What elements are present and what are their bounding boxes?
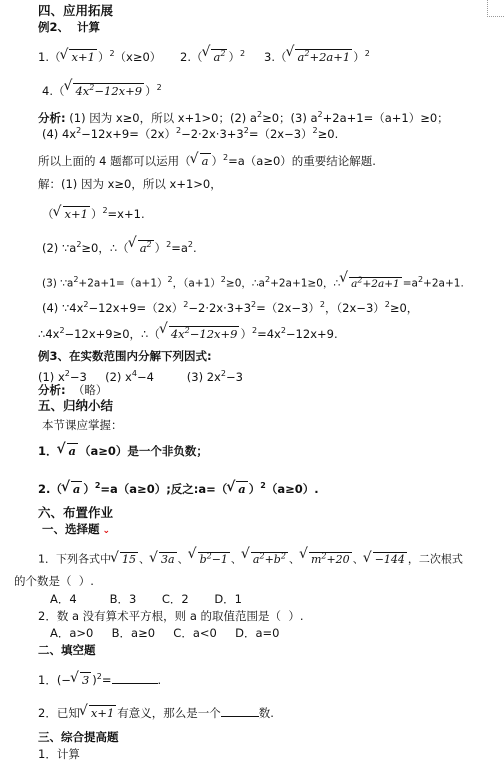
example-2-heading: 例2、 计算: [38, 20, 101, 34]
section-heading-4: 四、应用拓展: [38, 3, 114, 18]
choice-question-1-options: A．4 B．3 C．2 D．1: [50, 592, 242, 606]
solution-1-result: （√ x+1 ）$^2$=x+1.: [42, 203, 145, 222]
analysis-line-1: 分析: (1) 因为 x≥0，所以 x+1>0；(2) $a^2\ge 0$；(3) $a^2+2a+1=(a+1)\ge 0$；: [38, 110, 449, 125]
choice-question-1: 1．下列各式中√ 15 、√ 3a 、√ $b^2-1$ 、√ $a^2+b^2$ 、√ $m^2+20$ 、√ −144 ，二次根式: [38, 548, 463, 568]
solution-3: (3) $\because a^2+2a+1=(a+1)^2$，$(a+1)^2\ge 0$，$\therefore a^2+2a+1\ge 0$，∴√ $a^2+2a+1 =a^2+2a+1$.: [42, 272, 464, 292]
choice-question-1-cont: 的个数是（ ）.: [14, 574, 94, 588]
conclusion-line: 所以上面的 4 题都可以运用（√ a ）$^2$=a（a≥0）的重要结论解题.: [38, 150, 376, 169]
solution-2: (2) $\because a^2\ge 0$，∴（√ $a^2$ ）$^2=a^2$.: [42, 237, 197, 256]
problem-2: 2.（√ $a^2$ ）$^2$: [180, 46, 245, 65]
summary-point-2: 2.（√ a ）$^2$=a（a≥0）;反之:a=（√ a ）$^2$（a≥0）.: [38, 478, 319, 497]
fill-question-1: 1．(−√ 3 )$^2$= .: [38, 669, 161, 688]
fill-question-2: 2．已知√ x+1 有意义，那么是一个 数.: [38, 704, 274, 721]
fill-heading: 二、填空题: [38, 643, 96, 657]
problem-3: 3.（√ $a^2+2a+1$ ）$^2$: [264, 46, 370, 65]
section-heading-6: 六、布置作业: [38, 505, 114, 520]
choice-question-2: 2．数 a 没有算术平方根，则 a 的取值范围是（ ）.: [38, 609, 304, 623]
solution-4-result: $\therefore 4x^2-12x+9\ge 0$，∴（√ $4x^2-12x+9$ ）$^2=4x^2-12x+9$.: [38, 323, 338, 342]
solution-1: 解：(1) 因为 x≥0，所以 x+1>0，: [38, 177, 222, 191]
example-3-items: (1) $x^2-3$ (2) $x^4-4$ (3) $2x^2-3$: [38, 369, 243, 384]
choice-question-2-options: A．a>0 B．a≥0 C．a<0 D．a=0: [50, 626, 280, 640]
solution-4: (4) $\because 4x^2-12x+9=(2x)^2-2\cdot 2x\cdot 3+3^2=(2x-3)^2$，$(2x-3)^2\ge 0$，: [42, 300, 419, 315]
choice-heading: 一、选择题 ⌄: [42, 522, 111, 536]
analysis-line-2: (4) $4x^2-12x+9=(2x)^2-2\cdot 2x\cdot 3+3^2=(2x-3)^2\ge 0$.: [42, 126, 339, 141]
problem-4: 4.（√ $4x^2-12x+9$ ）$^2$: [42, 80, 162, 99]
summary-intro: 本节课应掌握：: [42, 418, 123, 432]
comprehensive-heading: 三、综合提高题: [38, 730, 119, 744]
comprehensive-question-1: 1．计算: [38, 747, 80, 761]
problem-1: 1.（√ x+1 ）$^2$（x≥0）: [38, 46, 161, 65]
example-3-heading: 例3、在实数范围内分解下列因式:: [38, 349, 212, 363]
page-corner-mark: [487, 0, 504, 17]
summary-point-1: 1．√ a （a≥0）是一个非负数；: [38, 443, 208, 459]
example-3-analysis: 分析: （略）: [38, 383, 108, 397]
section-heading-5: 五、归纳小结: [38, 398, 114, 413]
